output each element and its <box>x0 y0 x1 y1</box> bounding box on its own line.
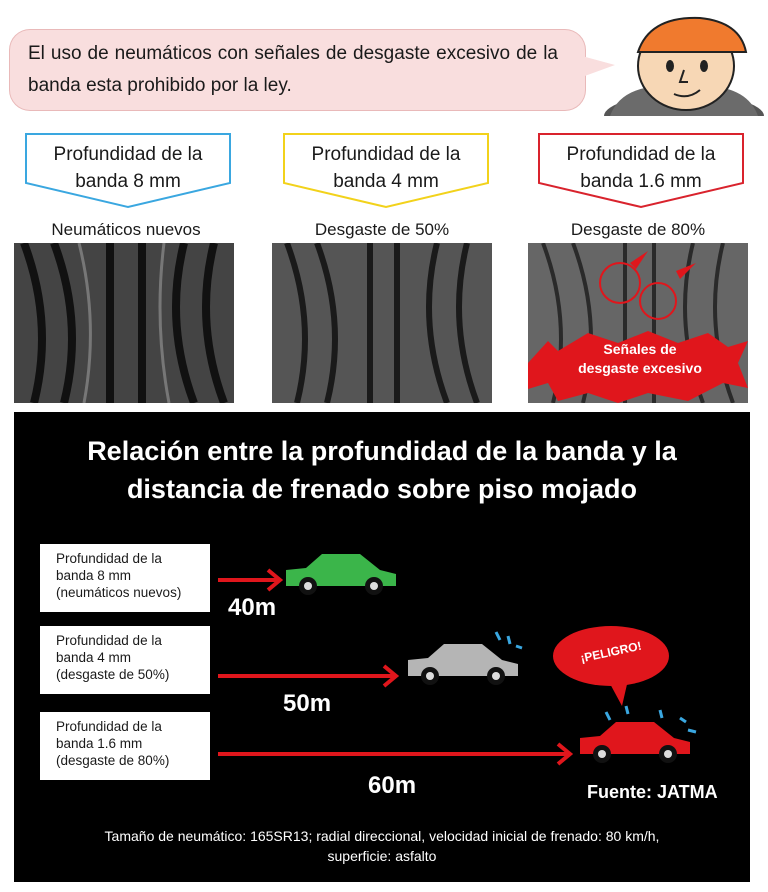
tread-image-80 <box>528 243 748 403</box>
wear-badge-line2: desgaste excesivo <box>578 360 702 376</box>
condition-line: banda 8 mm <box>56 568 132 583</box>
footnote-line1: Tamaño de neumático: 165SR13; radial direccional, velocidad inicial de frenado: 80 km/h, <box>104 828 660 844</box>
condition-line: (desgaste de 80%) <box>56 753 170 768</box>
panel-title <box>14 432 750 508</box>
distance-40m: 40m <box>228 594 277 621</box>
bubble-text: El uso de neumáticos con señales de desgaste excesivo de la banda esta prohibido por la ley. <box>28 43 558 96</box>
wear-badge <box>535 340 745 378</box>
condition-line: Profundidad de la <box>56 719 162 734</box>
depth-label-8mm: Profundidad de la banda 8 mm <box>53 144 203 192</box>
condition-line: (neumáticos nuevos) <box>56 585 182 600</box>
car-gray <box>404 630 526 686</box>
wear-label-new: Neumáticos nuevos <box>51 220 201 239</box>
arrow-row-3 <box>218 742 578 766</box>
condition-line: Profundidad de la <box>56 551 162 566</box>
panel-title-line1: Relación entre la profundidad de la banda y la <box>87 436 677 466</box>
depth-label-4mm: Profundidad de la banda 4 mm <box>311 144 461 192</box>
source-credit: Fuente: JATMA <box>587 782 718 802</box>
footnote-line2: superficie: asfalto <box>327 848 437 864</box>
arrow-row-2 <box>218 664 404 688</box>
wear-label-50: Desgaste de 50% <box>314 220 450 239</box>
condition-box-4mm <box>40 626 210 694</box>
character-illustration <box>600 8 768 116</box>
depth-card-1-6mm <box>538 133 744 209</box>
tread-image-new <box>14 243 234 403</box>
condition-line: (desgaste de 50%) <box>56 667 170 682</box>
footnote <box>14 826 750 866</box>
panel-title-line2: distancia de frenado sobre piso mojado <box>126 474 638 504</box>
wear-label-80: Desgaste de 80% <box>570 220 706 239</box>
depth-card-8mm <box>25 133 231 209</box>
distance-60m: 60m <box>368 772 417 799</box>
depth-card-4mm <box>283 133 489 209</box>
car-red <box>576 704 704 766</box>
tread-image-50 <box>272 243 492 403</box>
condition-box-1-6mm <box>40 712 210 780</box>
depth-label-1-6mm: Profundidad de la banda 1.6 mm <box>566 144 716 192</box>
condition-line: Profundidad de la <box>56 633 162 648</box>
car-green <box>282 548 400 596</box>
wear-badge-line1: Señales de <box>603 341 677 357</box>
condition-line: banda 1.6 mm <box>56 736 143 751</box>
distance-50m: 50m <box>283 690 332 717</box>
arrow-row-1 <box>218 568 288 592</box>
danger-text: ¡PELIGRO! <box>579 638 643 666</box>
condition-line: banda 4 mm <box>56 650 132 665</box>
condition-box-8mm <box>40 544 210 612</box>
